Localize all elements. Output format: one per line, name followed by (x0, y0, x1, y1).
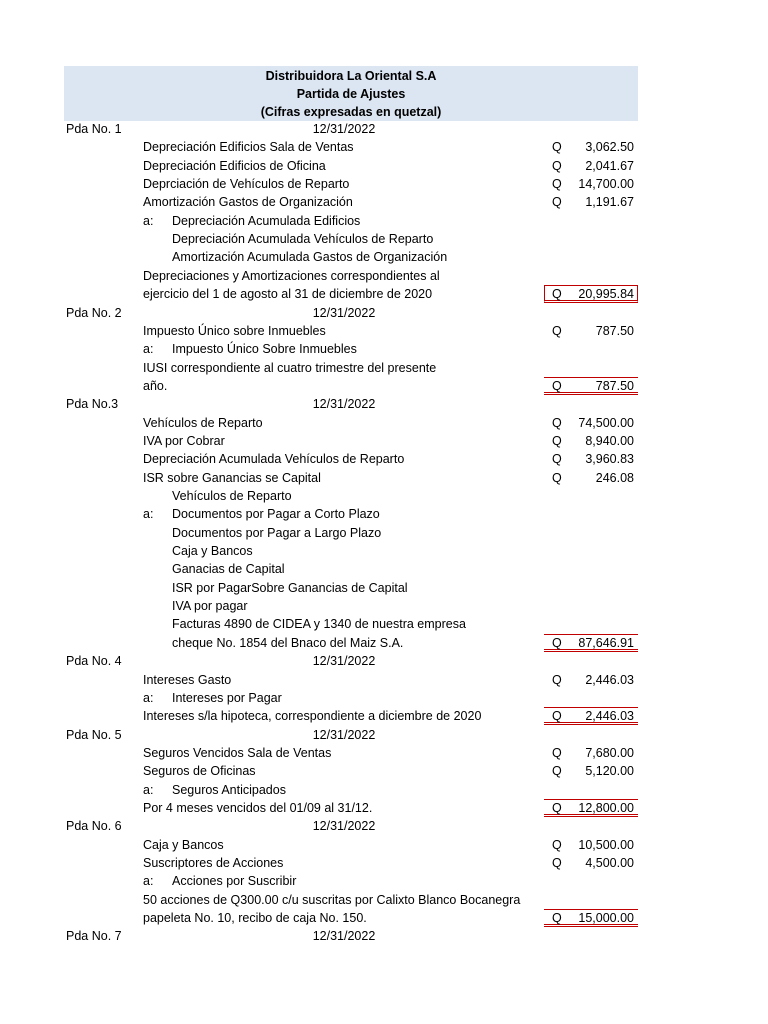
entry-date: 12/31/2022 (312, 929, 376, 944)
entry-date: 12/31/2022 (312, 654, 376, 669)
currency-symbol: Q (552, 709, 562, 724)
credit-account: Seguros Anticipados (172, 782, 286, 797)
entry-total: 87,646.91 (578, 635, 634, 650)
description-row (0, 909, 768, 927)
entry-number: Pda No. 5 (66, 727, 122, 742)
credit-row (0, 781, 768, 799)
entry-description: Facturas 4890 de CIDEA y 1340 de nuestra empresa (172, 617, 466, 632)
debit-amount: 5,120.00 (585, 764, 634, 779)
debit-amount: 1,191.67 (585, 195, 634, 210)
entry-description: cheque No. 1854 del Bnaco del Maiz S.A. (172, 635, 404, 650)
description-row (0, 267, 768, 285)
credit-row (0, 597, 768, 615)
description-row (0, 799, 768, 817)
debit-row (0, 322, 768, 340)
entry-total: 787.50 (595, 378, 634, 393)
credit-account: IVA por pagar (172, 599, 248, 614)
debit-amount: 2,446.03 (585, 672, 634, 687)
credit-account: Depreciación Acumulada Vehículos de Reparto (172, 232, 434, 247)
currency-symbol: Q (552, 415, 562, 430)
debit-amount: 74,500.00 (578, 415, 634, 430)
credit-row (0, 248, 768, 266)
debit-amount: 8,940.00 (585, 433, 634, 448)
entry-number: Pda No. 2 (66, 305, 122, 320)
description-row (0, 377, 768, 395)
debit-account: Seguros de Oficinas (143, 764, 256, 779)
currency-symbol: Q (552, 764, 562, 779)
debit-row (0, 138, 768, 156)
debit-row (0, 157, 768, 175)
debit-amount: 3,960.83 (585, 452, 634, 467)
debit-row (0, 671, 768, 689)
debit-account: Intereses Gasto (143, 672, 232, 687)
report-title: Partida de Ajustes (296, 87, 406, 101)
entry-header-row (0, 304, 768, 322)
credit-account: Acciones por Suscribir (172, 874, 297, 889)
debit-row (0, 762, 768, 780)
entry-description: Depreciaciones y Amortizaciones correspondientes al (143, 268, 440, 283)
currency-symbol: Q (552, 323, 562, 338)
entry-date: 12/31/2022 (312, 305, 376, 320)
credit-row (0, 560, 768, 578)
credit-account: Amortización Acumulada Gastos de Organización (172, 250, 448, 265)
credit-row (0, 542, 768, 560)
entry-number: Pda No. 6 (66, 819, 122, 834)
entry-description: año. (143, 378, 168, 393)
credit-row (0, 487, 768, 505)
entry-date: 12/31/2022 (312, 727, 376, 742)
debit-row (0, 432, 768, 450)
credit-account: Intereses por Pagar (172, 690, 282, 705)
entry-description: ejercicio del 1 de agosto al 31 de diciembre de 2020 (143, 287, 433, 302)
credit-row (0, 340, 768, 358)
currency-symbol: Q (552, 287, 562, 302)
entry-date: 12/31/2022 (312, 397, 376, 412)
credit-marker: a: (143, 782, 154, 797)
debit-amount: 246.08 (595, 470, 634, 485)
entry-number: Pda No. 4 (66, 654, 122, 669)
debit-row (0, 836, 768, 854)
debit-row (0, 450, 768, 468)
currency-symbol: Q (552, 911, 562, 926)
entry-header-row (0, 652, 768, 670)
debit-row (0, 469, 768, 487)
description-row (0, 285, 768, 303)
entry-total: 2,446.03 (585, 709, 634, 724)
debit-account: Depreciación Edificios Sala de Ventas (143, 140, 354, 155)
report-subtitle: (Cifras expresadas en quetzal) (260, 105, 442, 119)
credit-marker: a: (143, 874, 154, 889)
entry-date: 12/31/2022 (312, 122, 376, 136)
credit-row (0, 524, 768, 542)
debit-amount: 14,700.00 (578, 177, 634, 192)
credit-account: Impuesto Único Sobre Inmuebles (172, 342, 357, 357)
debit-row (0, 414, 768, 432)
report-header (64, 66, 638, 121)
credit-account: Vehículos de Reparto (172, 489, 292, 503)
credit-row (0, 212, 768, 230)
entry-total: 20,995.84 (578, 287, 634, 302)
credit-marker: a: (143, 507, 154, 522)
currency-symbol: Q (552, 672, 562, 687)
debit-account: Depreciación Edificios de Oficina (143, 158, 326, 173)
currency-symbol: Q (552, 195, 562, 210)
credit-row (0, 579, 768, 597)
entry-number: Pda No. 1 (66, 122, 122, 136)
debit-account: Impuesto Único sobre Inmuebles (143, 323, 326, 338)
debit-account: Vehículos de Reparto (143, 415, 263, 430)
entry-description: Intereses s/la hipoteca, correspondiente a diciembre de 2020 (143, 709, 482, 724)
currency-symbol: Q (552, 433, 562, 448)
currency-symbol: Q (552, 452, 562, 467)
entry-description: 50 acciones de Q300.00 c/u suscritas por Calixto Blanco Bocanegra (143, 892, 521, 907)
credit-marker: a: (143, 213, 154, 228)
company-name: Distribuidora La Oriental S.A (265, 69, 437, 83)
entry-total: 12,800.00 (578, 800, 634, 815)
credit-marker: a: (143, 342, 154, 357)
debit-row (0, 175, 768, 193)
credit-account: Documentos por Pagar a Largo Plazo (172, 525, 382, 540)
debit-account: Deprciación de Vehículos de Reparto (143, 177, 350, 192)
credit-row (0, 505, 768, 523)
credit-account: Depreciación Acumulada Edificios (172, 213, 361, 228)
currency-symbol: Q (552, 158, 562, 173)
description-row (0, 634, 768, 652)
currency-symbol: Q (552, 140, 562, 155)
entry-description: papeleta No. 10, recibo de caja No. 150. (143, 911, 367, 926)
description-row (0, 359, 768, 377)
credit-account: ISR por PagarSobre Ganancias de Capital (172, 580, 408, 595)
credit-account: Documentos por Pagar a Corto Plazo (172, 507, 380, 522)
debit-account: Amortización Gastos de Organización (143, 195, 353, 210)
entry-date: 12/31/2022 (312, 819, 376, 834)
currency-symbol: Q (552, 177, 562, 192)
debit-row (0, 744, 768, 762)
credit-row (0, 689, 768, 707)
debit-row (0, 193, 768, 211)
description-row (0, 707, 768, 725)
entry-number: Pda No. 7 (66, 929, 122, 944)
entry-header-row (0, 120, 768, 138)
credit-account: Caja y Bancos (172, 544, 253, 559)
currency-symbol: Q (552, 378, 562, 393)
currency-symbol: Q (552, 837, 562, 852)
entry-total: 15,000.00 (578, 911, 634, 926)
debit-account: Seguros Vencidos Sala de Ventas (143, 745, 332, 760)
debit-row (0, 854, 768, 872)
entry-header-row (0, 817, 768, 835)
credit-marker: a: (143, 690, 154, 705)
entry-description: IUSI correspondiente al cuatro trimestre del presente (143, 360, 437, 375)
debit-amount: 4,500.00 (585, 856, 634, 870)
debit-account: ISR sobre Ganancias se Capital (143, 470, 321, 485)
entry-header-row (0, 927, 768, 945)
debit-account: IVA por Cobrar (143, 433, 225, 448)
currency-symbol: Q (552, 470, 562, 485)
description-row (0, 891, 768, 909)
debit-amount: 787.50 (595, 323, 634, 338)
debit-account: Depreciación Acumulada Vehículos de Reparto (143, 452, 405, 467)
entry-header-row (0, 726, 768, 744)
entry-description: Por 4 meses vencidos del 01/09 al 31/12. (143, 800, 373, 815)
debit-amount: 10,500.00 (578, 837, 634, 852)
debit-amount: 2,041.67 (585, 158, 634, 173)
description-row (0, 615, 768, 633)
currency-symbol: Q (552, 745, 562, 760)
debit-account: Caja y Bancos (143, 837, 224, 852)
debit-amount: 3,062.50 (585, 140, 634, 155)
credit-account: Ganacias de Capital (172, 562, 285, 577)
currency-symbol: Q (552, 635, 562, 650)
debit-account: Suscriptores de Acciones (143, 856, 284, 870)
entry-number: Pda No.3 (66, 397, 119, 412)
currency-symbol: Q (552, 856, 562, 870)
credit-row (0, 230, 768, 248)
currency-symbol: Q (552, 800, 562, 815)
entry-header-row (0, 395, 768, 413)
debit-amount: 7,680.00 (585, 745, 634, 760)
credit-row (0, 872, 768, 890)
